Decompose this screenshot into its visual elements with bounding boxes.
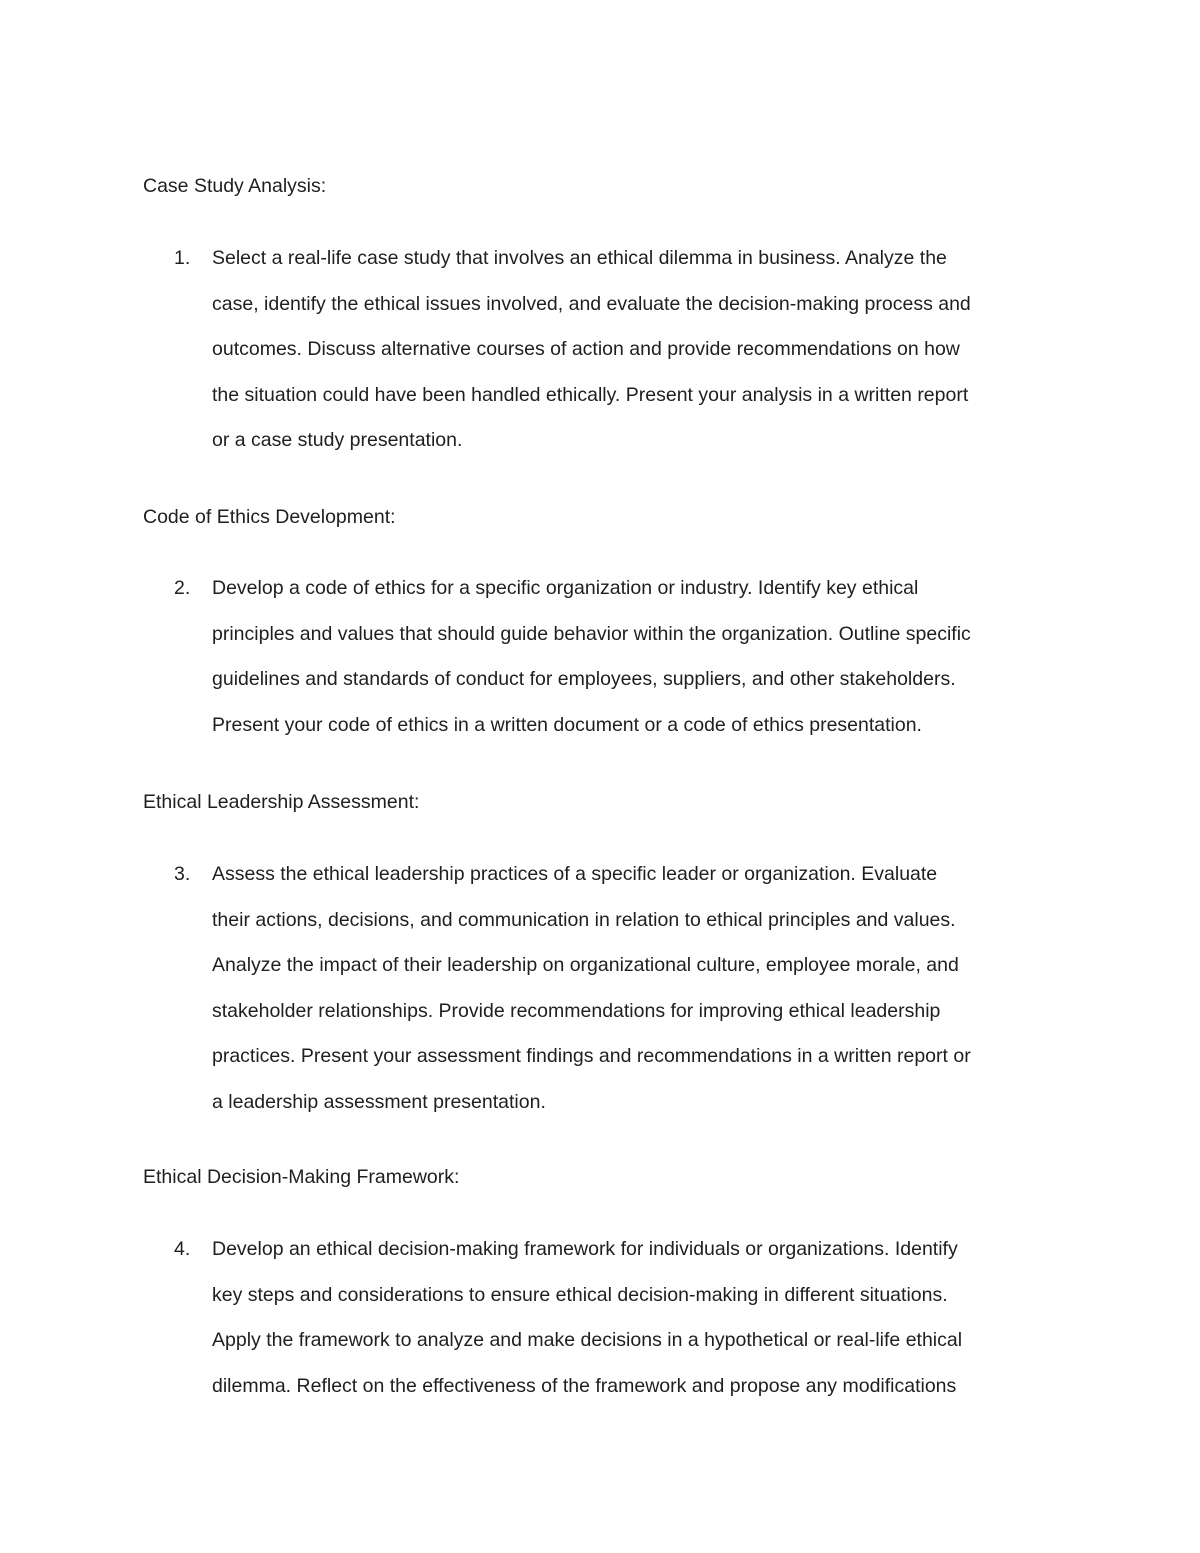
text-line: outcomes. Discuss alternative courses of action and provide recommendations on how <box>212 338 960 360</box>
text-line: their actions, decisions, and communication in relation to ethical principles and values. <box>212 908 956 931</box>
text-line: practices. Present your assessment findings and recommendations in a written report or <box>212 1045 971 1067</box>
text-line: stakeholder relationships. Provide recommendations for improving ethical leadership <box>212 999 941 1022</box>
text-line: key steps and considerations to ensure ethical decision-making in different situations. <box>212 1283 948 1306</box>
list-number: 1. <box>174 247 191 269</box>
list-item-text <box>212 566 1067 748</box>
list-number: 4. <box>174 1238 191 1260</box>
text-line: guidelines and standards of conduct for employees, suppliers, and other stakeholders. <box>212 668 956 690</box>
section-heading-code-of-ethics: Code of Ethics Development: <box>143 506 396 528</box>
list-item-text <box>212 1227 1067 1409</box>
section-heading-case-study: Case Study Analysis: <box>143 175 327 197</box>
section-heading-decision-making: Ethical Decision-Making Framework: <box>143 1166 460 1188</box>
text-line: dilemma. Reflect on the effectiveness of the framework and propose any modifications <box>212 1374 957 1397</box>
text-line: Apply the framework to analyze and make decisions in a hypothetical or real-life ethical <box>212 1329 963 1351</box>
text-line: Assess the ethical leadership practices of a specific leader or organization. Evaluate <box>212 863 938 885</box>
text-line: a leadership assessment presentation. <box>212 1090 546 1113</box>
list-item-text <box>212 852 1067 1125</box>
text-line: case, identify the ethical issues involved, and evaluate the decision-making process and <box>212 292 971 315</box>
list-number: 2. <box>174 577 191 599</box>
list-number: 3. <box>174 863 191 885</box>
text-line: or a case study presentation. <box>212 429 463 451</box>
text-line: principles and values that should guide behavior within the organization. Outline specific <box>212 622 971 645</box>
text-line: Develop a code of ethics for a specific organization or industry. Identify key ethical <box>212 577 919 599</box>
section-heading-ethical-leadership: Ethical Leadership Assessment: <box>143 791 420 813</box>
text-line: Select a real-life case study that involves an ethical dilemma in business. Analyze the <box>212 247 947 269</box>
text-line: the situation could have been handled ethically. Present your analysis in a written report <box>212 383 969 406</box>
text-line: Analyze the impact of their leadership on organizational culture, employee morale, and <box>212 954 959 976</box>
text-line: Develop an ethical decision-making framework for individuals or organizations. Identify <box>212 1238 958 1260</box>
list-item-text <box>212 236 1067 464</box>
text-line: Present your code of ethics in a written document or a code of ethics presentation. <box>212 713 922 736</box>
